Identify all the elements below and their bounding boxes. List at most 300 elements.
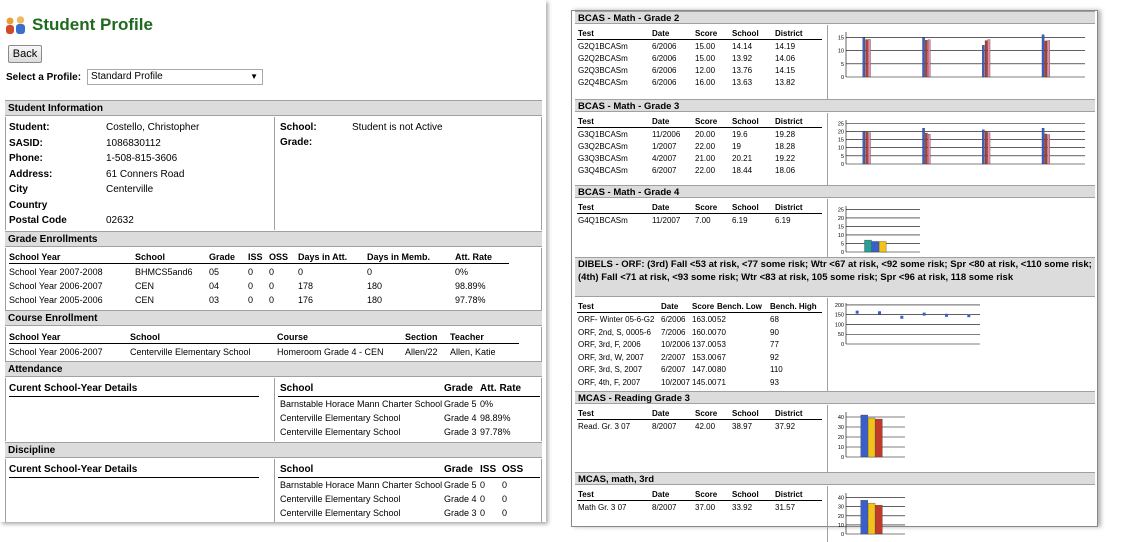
discipline-cell: Grade 4	[444, 494, 477, 504]
chart-bar	[988, 40, 990, 77]
header-underline	[577, 419, 822, 420]
attendance-cell: 98.89%	[480, 413, 511, 423]
chart-bar	[868, 503, 875, 534]
grade-enrollments-column-header: Grade	[209, 252, 236, 262]
assessment-cell: ORF- Winter 05-6-G2	[578, 315, 655, 324]
chart-bar	[875, 505, 882, 534]
chart-y-tick-label: 20	[837, 129, 844, 136]
assessment-cell: 93	[770, 377, 779, 387]
assessment-column-header: School	[732, 203, 759, 212]
chart-y-tick-label: 50	[837, 332, 844, 339]
assessment-column-header: Date	[652, 29, 670, 38]
chart-bar	[922, 128, 924, 164]
assessment-column-header: Score	[695, 203, 718, 212]
header-underline	[577, 213, 822, 214]
assessment-section-heading: MCAS, math, 3rd	[575, 472, 1095, 485]
chart-y-tick-label: 5	[840, 61, 844, 68]
assessment-column-header: Score	[695, 29, 718, 38]
underline	[9, 477, 259, 478]
assessment-section-heading: BCAS - Math - Grade 4	[575, 185, 1095, 198]
discipline-heading: Discipline	[5, 442, 542, 458]
grade-enrollments-column-header: School Year	[9, 252, 61, 262]
chart-y-tick-label: 30	[837, 504, 844, 511]
course-enrollment-heading: Course Enrollment	[5, 310, 542, 326]
assessment-chart	[832, 117, 1087, 170]
discipline-cell: Centerville Elementary School	[280, 508, 401, 518]
chart-y-tick-label: 20	[837, 215, 844, 222]
attendance-column-header: Grade	[444, 383, 473, 394]
assessment-cell: 71	[717, 377, 726, 387]
header-underline	[9, 343, 519, 344]
divider	[827, 405, 828, 472]
chart-point	[878, 311, 881, 314]
grade-enrollments-cell: 0	[269, 281, 275, 291]
chart-y-tick-label: 10	[837, 48, 844, 55]
grade-enrollments-cell: 0	[248, 281, 254, 291]
assessment-cell: 12.00	[695, 66, 716, 75]
assessment-cell: 52	[717, 315, 726, 324]
chart-bar	[872, 241, 879, 252]
select-profile-label: Select a Profile:	[6, 71, 82, 83]
assessment-chart	[832, 490, 907, 540]
chart-bar	[868, 39, 870, 77]
assessment-cell: 19.6	[732, 130, 748, 139]
chart-y-tick-label: 40	[837, 495, 844, 502]
assessment-cell: 1/2007	[652, 142, 677, 151]
assessment-cell: 19.28	[775, 130, 796, 139]
assessment-cell: G2Q4BCASm	[578, 78, 628, 87]
grade-enrollments-cell: 0	[367, 267, 373, 277]
back-button[interactable]: Back	[8, 45, 42, 63]
grade-enrollments-cell: 180	[367, 295, 383, 305]
discipline-column-header: Grade	[444, 464, 473, 475]
chart-y-tick-label: 40	[837, 415, 844, 421]
discipline-body	[5, 459, 542, 522]
assessment-cell: 4/2007	[652, 154, 677, 163]
grade-enrollments-cell: 0	[248, 295, 254, 305]
assessment-cell: 6/2007	[661, 365, 686, 374]
assessment-cell: 38.97	[732, 422, 753, 431]
grade-enrollments-body	[5, 248, 542, 310]
assessment-cell: 8/2007	[652, 503, 677, 512]
grade-enrollments-cell: School Year 2007-2008	[9, 267, 103, 277]
page-title: Student Profile	[32, 15, 153, 34]
student-profile-panel	[0, 0, 546, 522]
chart-y-tick-label: 5	[840, 153, 844, 160]
assessment-cell: 14.15	[775, 66, 796, 75]
chart-y-tick-label: 100	[834, 322, 844, 329]
school-value: Student is not Active	[352, 122, 443, 133]
assessment-column-header: Test	[578, 490, 594, 499]
student-info-label: Student:	[9, 122, 50, 133]
profile-dropdown[interactable]	[87, 69, 263, 85]
chart-point	[967, 314, 970, 317]
attendance-cell: Centerville Elementary School	[280, 427, 401, 437]
assessment-cell: 6/2006	[652, 42, 677, 51]
chart-bar	[868, 133, 870, 164]
chart-bar	[985, 131, 987, 164]
chart-point	[856, 311, 859, 314]
course-enrollment-column-header: School Year	[9, 332, 61, 342]
student-information-body	[5, 117, 542, 230]
chart-y-tick-label: 20	[837, 513, 844, 520]
assessment-cell: G4Q1BCASm	[578, 216, 628, 225]
assessment-column-header: District	[775, 29, 803, 38]
assessment-cell: 7.00	[695, 216, 711, 225]
assessment-column-header: District	[775, 409, 803, 418]
assessment-cell: 18.28	[775, 142, 796, 151]
assessment-cell: 13.82	[775, 78, 796, 87]
chart-y-tick-label: 0	[840, 75, 844, 81]
profile-dropdown-value: Standard Profile	[91, 71, 163, 82]
assessment-column-header: Test	[578, 117, 594, 126]
chart-y-tick-label: 15	[837, 137, 844, 144]
assessment-cell: ORF, 3rd, F, 2006	[578, 340, 641, 349]
assessment-column-header: District	[775, 203, 803, 212]
assessment-cell: 18.06	[775, 166, 796, 175]
assessment-cell: 6/2006	[661, 315, 686, 324]
header-underline	[577, 127, 822, 128]
assessment-cell: ORF, 3rd, W, 2007	[578, 352, 644, 362]
chart-point	[923, 313, 926, 316]
assessment-cell: 6.19	[732, 216, 748, 225]
chart-bar	[866, 40, 868, 77]
page-header	[4, 12, 153, 38]
assessment-section-heading: DIBELS - ORF: (3rd) Fall <53 at risk, <77 some risk; Wtr <67 at risk, <92 some risk; Spr <80 at risk, <110 some risk; (4th) Fall <71 at risk, <93 some risk; Wtr <83 at risk, 105 some risk; Spr <96 at risk, 118 some risk	[575, 257, 1095, 297]
assessment-cell: 77	[770, 340, 779, 349]
assessment-cell: G2Q1BCASm	[578, 42, 628, 51]
assessment-cell: 6/2006	[652, 78, 677, 87]
assessment-section-heading: MCAS - Reading Grade 3	[575, 391, 1095, 404]
assessment-cell: 70	[717, 327, 726, 337]
course-enrollment-cell: Centerville Elementary School	[130, 347, 251, 357]
assessment-cell: 11/2007	[652, 216, 681, 225]
grade-enrollments-cell: 0	[298, 267, 304, 277]
grade-enrollments-cell: School Year 2005-2006	[9, 295, 103, 305]
assessment-cell: 21.00	[695, 154, 716, 163]
discipline-current-label: Curent School-Year Details	[9, 464, 138, 475]
course-enrollment-cell: Allen, Katie	[450, 347, 496, 357]
grade-enrollments-cell: 05	[209, 267, 220, 277]
discipline-cell: Grade 3	[444, 508, 477, 518]
assessment-column-header: Test	[578, 203, 594, 212]
attendance-column-header: School	[280, 383, 314, 394]
grade-enrollments-cell: 97.78%	[455, 295, 486, 305]
assessment-column-header: Bench. Low	[717, 302, 762, 311]
student-info-value: 61 Conners Road	[106, 168, 185, 180]
header-underline	[577, 39, 822, 40]
assessment-column-header: District	[775, 117, 803, 126]
assessment-cell: 92	[770, 352, 779, 362]
assessment-cell: 42.00	[695, 422, 716, 431]
assessment-cell: 22.00	[695, 166, 716, 175]
underline	[9, 396, 259, 397]
attendance-heading: Attendance	[5, 361, 542, 377]
assessments-panel	[571, 10, 1098, 538]
chart-y-tick-label: 10	[837, 522, 844, 529]
grade-enrollments-column-header: School	[135, 252, 166, 262]
assessment-cell: 53	[717, 340, 726, 349]
student-info-label: Postal Code	[9, 215, 67, 226]
assessment-column-header: District	[775, 490, 803, 499]
chart-y-tick-label: 15	[837, 35, 844, 42]
student-info-label: Country	[9, 199, 48, 211]
student-info-label: SASID:	[9, 137, 43, 149]
assessment-cell: 147.00	[692, 365, 717, 374]
chart-y-tick-label: 15	[837, 224, 844, 231]
chart-point	[945, 314, 948, 317]
assessment-chart	[832, 29, 1087, 83]
chart-bar	[985, 41, 987, 77]
grade-enrollments-cell: 0	[269, 267, 275, 277]
chart-bar	[1042, 128, 1044, 164]
attendance-body	[5, 378, 542, 441]
discipline-cell: Barnstable Horace Mann Charter School	[280, 480, 443, 490]
assessment-cell: 33.92	[732, 503, 753, 512]
grade-enrollments-cell: 178	[298, 281, 314, 291]
assessment-chart	[832, 203, 922, 258]
discipline-cell: 0	[502, 508, 508, 518]
assessment-cell: 15.00	[695, 54, 716, 63]
grade-enrollments-column-header: Days in Memb.	[367, 252, 431, 262]
grade-enrollments-column-header: Att. Rate	[455, 252, 493, 262]
assessment-cell: 6.19	[775, 216, 791, 225]
assessment-cell: 10/2006	[661, 340, 690, 349]
assessment-cell: 8/2007	[652, 422, 677, 431]
grade-enrollments-column-header: ISS	[248, 252, 263, 262]
student-info-label: City	[9, 184, 28, 195]
assessment-cell: G2Q2BCASm	[578, 54, 628, 63]
grade-enrollments-column-header: OSS	[269, 252, 289, 262]
grade-enrollments-cell: 0	[269, 295, 275, 305]
assessment-cell: 137.00	[692, 340, 717, 349]
grade-enrollments-heading: Grade Enrollments	[5, 231, 542, 247]
chart-bar	[863, 37, 865, 77]
header-underline	[278, 477, 540, 478]
grade-enrollments-column-header: Days in Att.	[298, 252, 348, 262]
chart-y-tick-label: 10	[837, 232, 844, 239]
grade-enrollments-cell: 04	[209, 281, 220, 291]
assessment-cell: 14.14	[732, 42, 753, 51]
attendance-cell: Grade 5	[444, 399, 477, 409]
assessment-cell: 19	[732, 142, 741, 151]
grade-enrollments-cell: CEN	[135, 281, 155, 291]
attendance-cell: 97.78%	[480, 427, 511, 437]
course-enrollment-column-header: Section	[405, 332, 438, 342]
chart-bar	[875, 419, 882, 457]
assessment-column-header: Test	[578, 29, 594, 38]
chart-bar	[982, 45, 984, 77]
chart-bar	[865, 240, 872, 252]
course-enrollment-column-header: Teacher	[450, 332, 484, 342]
discipline-column-header: OSS	[502, 464, 524, 475]
assessment-cell: 18.44	[732, 166, 753, 175]
assessment-cell: 13.63	[732, 78, 753, 87]
student-information-heading: Student Information	[5, 100, 542, 116]
student-info-value: 02632	[106, 215, 134, 226]
assessment-column-header: Score	[695, 490, 718, 499]
divider	[827, 113, 828, 186]
assessment-cell: 11/2006	[652, 130, 681, 139]
chart-bar	[928, 40, 930, 77]
school-label: School:	[280, 122, 317, 133]
chart-y-tick-label: 0	[840, 342, 844, 348]
assessment-column-header: Score	[692, 302, 715, 311]
chart-bar	[925, 133, 927, 164]
chart-bar	[1045, 41, 1047, 77]
assessment-cell: 13.92	[732, 54, 753, 63]
chart-y-tick-label: 10	[837, 445, 844, 451]
assessment-cell: G3Q3BCASm	[578, 154, 628, 163]
course-enrollment-body	[5, 327, 542, 361]
discipline-column-header: ISS	[480, 464, 497, 475]
chart-y-tick-label: 5	[840, 241, 844, 248]
student-info-value: Costello, Christopher	[106, 122, 200, 133]
assessment-cell: 7/2006	[661, 327, 686, 337]
assessment-cell: G3Q1BCASm	[578, 130, 628, 139]
assessment-cell: G3Q2BCASm	[578, 142, 628, 151]
chevron-down-icon: ▼	[250, 72, 259, 81]
assessment-column-header: Test	[578, 302, 594, 311]
assessment-cell: 10/2007	[661, 377, 690, 387]
assessment-cell: 31.57	[775, 503, 796, 512]
assessment-cell: Math Gr. 3 07	[578, 503, 627, 512]
attendance-cell: Grade 4	[444, 413, 477, 423]
assessment-cell: 163.00	[692, 315, 717, 324]
chart-bar	[868, 418, 875, 457]
assessment-chart	[832, 409, 907, 463]
assessment-section-heading: BCAS - Math - Grade 3	[575, 99, 1095, 112]
assessment-section-heading: BCAS - Math - Grade 2	[575, 11, 1095, 24]
chart-bar	[925, 40, 927, 77]
chart-bar	[928, 134, 930, 164]
discipline-cell: 0	[480, 494, 486, 504]
assessment-column-header: Score	[695, 409, 718, 418]
chart-bar	[1042, 35, 1044, 77]
assessment-cell: 14.19	[775, 42, 796, 51]
chart-bar	[988, 133, 990, 164]
assessment-cell: G2Q3BCASm	[578, 66, 628, 75]
assessment-cell: 6/2007	[652, 166, 677, 175]
chart-y-tick-label: 30	[837, 425, 844, 431]
chart-bar	[879, 241, 886, 252]
assessment-chart	[832, 300, 982, 350]
chart-bar	[1048, 135, 1050, 164]
discipline-cell: Grade 5	[444, 480, 477, 490]
chart-y-tick-label: 10	[837, 145, 844, 152]
assessment-cell: Read. Gr. 3 07	[578, 422, 631, 431]
assessment-cell: 37.92	[775, 422, 796, 431]
student-info-label: Address:	[9, 168, 53, 180]
divider	[274, 378, 275, 441]
divider	[274, 117, 275, 230]
divider	[827, 25, 828, 99]
assessment-column-header: School	[732, 490, 759, 499]
discipline-cell: 0	[502, 494, 508, 504]
assessment-cell: ORF, 2nd, S, 0005-6	[578, 327, 651, 337]
assessment-cell: 15.00	[695, 42, 716, 51]
assessment-cell: 16.00	[695, 78, 716, 87]
assessment-cell: 68	[770, 315, 779, 324]
chart-bar	[922, 37, 924, 77]
discipline-column-header: School	[280, 464, 314, 475]
attendance-cell: Barnstable Horace Mann Charter School	[280, 399, 443, 409]
assessment-cell: 13.76	[732, 66, 753, 75]
assessment-cell: ORF, 3rd, S, 2007	[578, 365, 643, 374]
chart-y-tick-label: 0	[840, 250, 844, 256]
chart-bar	[1048, 40, 1050, 77]
discipline-cell: Centerville Elementary School	[280, 494, 401, 504]
grade-enrollments-cell: School Year 2006-2007	[9, 281, 103, 291]
chart-y-tick-label: 0	[840, 162, 844, 168]
assessment-cell: 14.06	[775, 54, 796, 63]
chart-y-tick-label: 20	[837, 435, 844, 441]
course-enrollment-column-header: School	[130, 332, 161, 342]
divider	[274, 459, 275, 522]
grade-enrollments-cell: CEN	[135, 295, 155, 305]
assessment-cell: 6/2006	[652, 66, 677, 75]
course-enrollment-column-header: Course	[277, 332, 309, 342]
divider	[827, 298, 828, 391]
assessment-cell: 80	[717, 365, 726, 374]
chart-y-tick-label: 25	[837, 207, 844, 214]
grade-label: Grade:	[280, 137, 313, 148]
assessment-cell: 37.00	[695, 503, 716, 512]
assessment-cell: G3Q4BCASm	[578, 166, 628, 175]
grade-enrollments-cell: 180	[367, 281, 383, 291]
assessment-column-header: Score	[695, 117, 718, 126]
assessment-column-header: Bench. High	[770, 302, 817, 311]
student-info-value: 1086830112	[106, 137, 161, 149]
course-enrollment-cell: Homeroom Grade 4 - CEN	[277, 347, 384, 357]
header-underline	[577, 500, 822, 501]
course-enrollment-cell: School Year 2006-2007	[9, 347, 103, 357]
attendance-cell: Centerville Elementary School	[280, 413, 401, 423]
chart-bar	[1045, 134, 1047, 164]
assessment-cell: ORF, 4th, F, 2007	[578, 377, 641, 387]
assessment-column-header: School	[732, 117, 759, 126]
assessment-cell: 153.00	[692, 352, 717, 362]
chart-bar	[863, 131, 865, 164]
assessment-column-header: Date	[652, 117, 670, 126]
assessment-cell: 20.00	[695, 130, 716, 139]
chart-y-tick-label: 25	[837, 121, 844, 128]
discipline-cell: 0	[480, 480, 486, 490]
assessment-column-header: School	[732, 29, 759, 38]
assessment-column-header: Date	[661, 302, 679, 311]
assessment-column-header: Test	[578, 409, 594, 418]
assessment-cell: 110	[770, 365, 783, 374]
discipline-cell: 0	[502, 480, 508, 490]
divider	[827, 486, 828, 542]
chart-bar	[861, 415, 868, 457]
chart-y-tick-label: 0	[840, 532, 844, 538]
assessment-cell: 19.22	[775, 154, 796, 163]
chart-y-tick-label: 150	[834, 312, 844, 319]
assessment-cell: 67	[717, 352, 726, 362]
attendance-current-label: Curent School-Year Details	[9, 383, 138, 394]
student-info-label: Phone:	[9, 153, 43, 164]
chart-y-tick-label: 200	[834, 302, 844, 309]
assessment-cell: 6/2006	[652, 54, 677, 63]
assessment-cell: 22.00	[695, 142, 716, 151]
assessment-column-header: Date	[652, 203, 670, 212]
grade-enrollments-cell: 98.89%	[455, 281, 486, 291]
assessment-cell: 145.00	[692, 377, 717, 387]
chart-point	[900, 316, 903, 319]
student-info-value: 1-508-815-3606	[106, 153, 178, 164]
students-icon	[4, 15, 28, 35]
